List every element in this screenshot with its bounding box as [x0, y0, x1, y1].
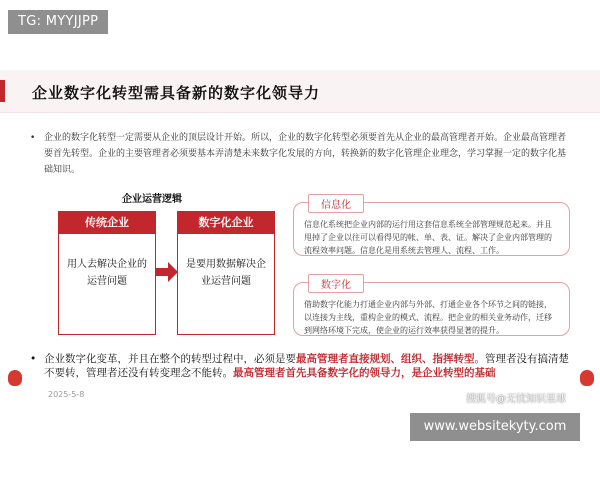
- intro-bullet: [30, 130, 570, 178]
- digitalization-tag: 数字化: [308, 274, 364, 293]
- intro-text: 企业的数字化转型一定需要从企业的顶层设计开始。所以，企业的数字化转型必须要首先从企业的最高管理者开始。企业最高管理者要首先转型。企业的主要管理者必须要基本弄清楚未来数字化发展的方向，转换新的数字化管理企业理念，学习掌握一定的数字化基础知识。: [44, 133, 567, 175]
- diagram-title: 企业运营逻辑: [122, 194, 182, 205]
- lantern-icon: [580, 370, 594, 386]
- site-watermark: www.websitekyty.com: [410, 413, 580, 441]
- conclusion-bullet: [30, 352, 576, 380]
- bullet-dot: •: [30, 353, 37, 365]
- conclusion-highlight-1: 最高管理者直接规划、组织、指挥转型: [296, 353, 475, 365]
- sohu-watermark: 搜狐号@无忧知识星球: [466, 394, 566, 405]
- digitalization-card: [293, 282, 570, 336]
- digitalization-text: 借助数字化能力打通企业内部与外部、打通企业各个环节之间的链接，以连接为主线，重构企业的模式、流程。把企业的相关业务动作，迁移到网络环境下完成，使企业的运行效率获得显著的提升。: [304, 300, 552, 335]
- slide-title: 企业数字化转型需具备新的数字化领导力: [32, 84, 321, 102]
- conclusion-part-2: 。管理者没有搞清楚不要转，管理者还没有转变理念不能转。: [44, 353, 569, 379]
- digital-enterprise-box: [177, 211, 275, 335]
- arrow-right-icon: [156, 262, 178, 282]
- traditional-header: 传统企业: [59, 212, 155, 234]
- digital-body: 是要用数据解决企业运营问题: [186, 259, 266, 287]
- bullet-dot: •: [30, 133, 36, 143]
- informatization-card: [293, 202, 570, 256]
- conclusion-part-1: 企业数字化变革，并且在整个的转型过程中，必须是要: [44, 353, 296, 365]
- traditional-enterprise-box: [58, 211, 156, 335]
- title-accent: [0, 80, 5, 102]
- slide-title-bar: [0, 70, 600, 113]
- lantern-icon: [8, 370, 22, 386]
- traditional-body: 用人去解决企业的运营问题: [67, 259, 147, 287]
- conclusion-highlight-2: 最高管理者首先具备数字化的领导力，是企业转型的基础: [233, 367, 496, 379]
- slide-date: 2025-5-8: [48, 390, 85, 399]
- conclusion-text: [44, 352, 576, 380]
- digital-header: 数字化企业: [178, 212, 274, 234]
- informatization-tag: 信息化: [308, 194, 364, 213]
- overlay-tag: TG: MYYJJPP: [8, 10, 108, 34]
- informatization-text: 信息化系统把企业内部的运行用这套信息系统全部管理规范起来。并且甩掉了企业以往可以看得见的帐、单、表、证。解决了企业内部管理的流程效率问题。信息化是用系统去管理人、流程、工作。: [304, 220, 552, 255]
